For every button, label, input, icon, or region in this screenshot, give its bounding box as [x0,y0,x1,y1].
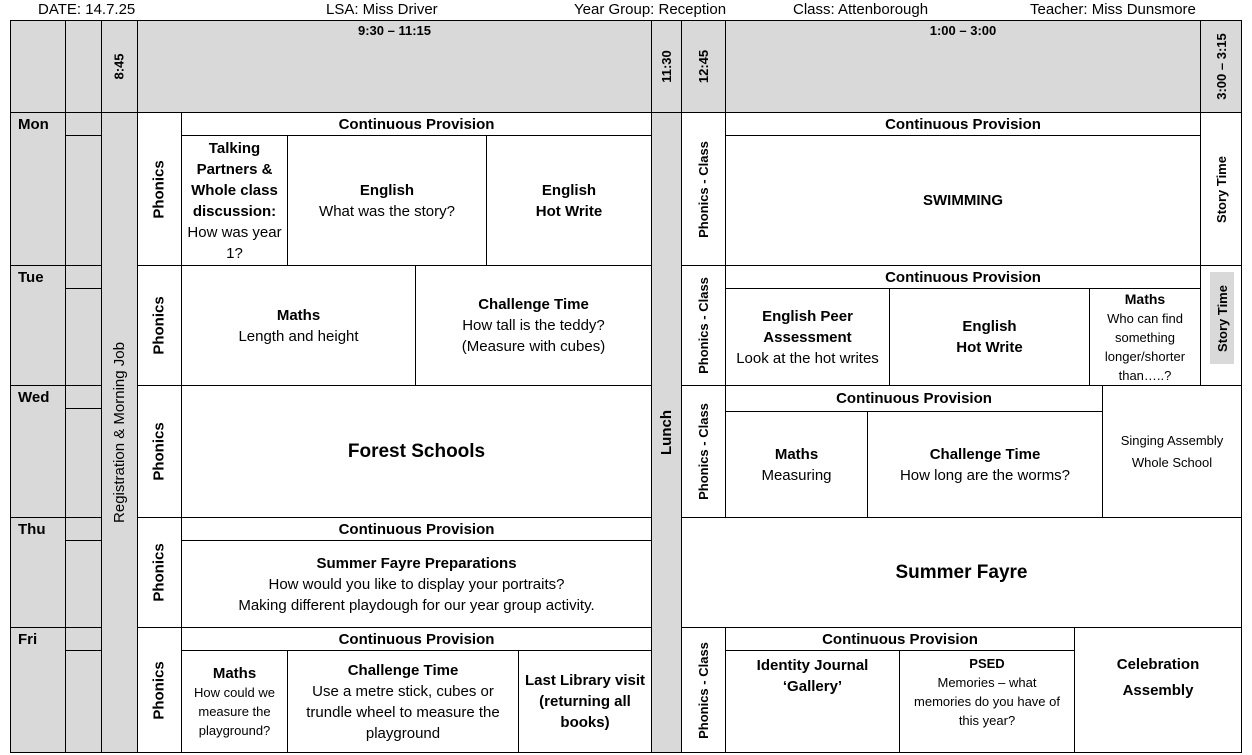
thu-summer-fayre: Summer Fayre [681,517,1242,628]
blank-mon-bottom [65,135,102,266]
mon-swimming: SWIMMING [725,135,1201,266]
tue-challenge-q2: (Measure with cubes) [461,338,606,355]
wed-pm-continuous-provision: Continuous Provision [725,385,1103,412]
class-label: Class: Attenborough [793,1,929,18]
tue-challenge-title: Challenge Time [478,296,589,313]
registration-column [101,112,138,753]
tue-hot-write-sub: Hot Write [956,339,1023,356]
fri-maths [181,650,288,753]
tue-challenge-time [415,265,652,386]
wed-challenge-q: How long are the worms? [899,466,1071,484]
mon-talking-title: Talking Partners & Whole class discussion: [191,139,278,220]
phonics-wed [137,385,182,518]
fri-identity-journal [725,650,900,753]
fri-identity-title: Identity Journal [756,657,869,674]
phonics-class-label: Phonics - Class [696,140,711,238]
tue-pm-maths [1089,288,1201,386]
phonics-class-fri [681,627,726,753]
phonics-label: Phonics [151,660,169,720]
blank-tue-bottom [65,288,102,386]
wed-forest-schools: Forest Schools [181,385,652,518]
fri-pm-continuous-provision: Continuous Provision [725,627,1075,651]
blank-wed-bottom [65,408,102,518]
time-930-cell [137,20,652,113]
tue-english-hot-write [889,288,1090,386]
phonics-label: Phonics [151,422,169,481]
fri-maths-title: Maths [212,664,257,682]
blank-tue-top [65,265,102,289]
mon-hot-write-title: English [541,181,597,199]
time-1245: 12:45 [696,49,711,84]
day-cell-mon [10,112,66,266]
date-label: DATE: 14.7.25 [38,1,136,18]
day-label-thu: Thu [18,521,46,538]
time-100-cell [725,20,1201,113]
thu-fayre-prep-line2: Making different playdough for our year group activity. [238,596,595,614]
wed-singing-assembly [1102,385,1242,518]
tue-challenge-q1: How tall is the teddy? [462,317,605,334]
phonics-label: Phonics [151,296,169,355]
thu-am-continuous-provision: Continuous Provision [181,517,652,541]
mon-talking-question: How was year 1? [187,223,282,262]
fri-identity-sub: ‘Gallery’ [782,678,843,695]
mon-talking-partners [181,135,288,266]
phonics-class-mon [681,112,726,266]
header-blank [65,20,102,113]
time-845-cell [101,20,138,113]
mon-am-continuous-provision: Continuous Provision [181,112,652,136]
mon-hot-write-sub: Hot Write [535,202,603,220]
mon-english [287,135,487,266]
blank-thu-bottom [65,540,102,628]
time-300: 3:00 – 3:15 [1213,33,1229,100]
fri-psed [899,650,1075,753]
time-930: 9:30 – 11:15 [357,23,431,38]
blank-wed-top [65,385,102,409]
tue-peer-sub: Look at the hot writes [736,349,879,367]
phonics-tue [137,265,182,386]
blank-thu-top [65,517,102,541]
time-1130: 11:30 [659,50,675,83]
fri-challenge-title: Challenge Time [347,661,459,679]
fri-psed-title: PSED [969,656,1005,671]
phonics-mon [137,112,182,266]
story-time-label: Story Time [1213,155,1229,223]
fri-am-continuous-provision: Continuous Provision [181,627,652,651]
wed-maths-sub: Measuring [761,466,832,484]
time-100: 1:00 – 3:00 [929,23,997,38]
wed-singing-line2: Whole School [1131,454,1213,470]
tue-maths [181,265,416,386]
lunch-label: Lunch [658,410,675,455]
blank-mon-top [65,112,102,136]
tue-maths-sub: Length and height [238,327,359,345]
year-group-label: Year Group: Reception [574,1,727,18]
mon-english-question: What was the story? [319,202,455,220]
phonics-class-label: Phonics - Class [696,277,711,374]
lsa-label: LSA: Miss Driver [326,1,438,18]
tue-hot-write-title: English [962,318,1017,335]
phonics-class-tue [681,265,726,386]
wed-maths-title: Maths [774,445,819,463]
fri-challenge-sub: Use a metre stick, cubes or trundle wheel to measure the playground [306,682,500,742]
tue-maths-title: Maths [276,306,321,324]
fri-library-visit: Last Library visit (returning all books) [518,650,652,753]
fri-psed-sub: Memories – what memories do you have of this year? [914,675,1060,728]
thu-summer-fayre-prep [181,540,652,628]
thu-fayre-prep-line1: How would you like to display your portraits? [268,575,565,593]
wed-maths [725,411,868,518]
time-1245-cell [681,20,726,113]
fri-celebration-line2: Assembly [1122,682,1194,699]
blank-fri-bottom [65,650,102,753]
phonics-label: Phonics [151,543,169,602]
fri-celebration-line1: Celebration [1116,656,1200,673]
story-time-label: Story Time [1214,284,1230,352]
registration-label: Registration & Morning Job [111,342,128,523]
wed-singing-line1: Singing Assembly [1120,432,1224,448]
wed-challenge-title: Challenge Time [929,445,1041,463]
phonics-class-wed [681,385,726,518]
fri-maths-sub: How could we measure the playground? [194,684,275,738]
story-time-highlight [1210,272,1234,364]
story-time-tue [1200,265,1242,386]
mon-english-hot-write [486,135,652,266]
tue-pm-maths-sub: Who can find something longer/shorter than…..? [1104,310,1186,383]
thu-fayre-prep-title: Summer Fayre Preparations [316,554,517,572]
phonics-label: Phonics [151,159,169,219]
fri-celebration-assembly [1074,627,1242,753]
story-time-mon [1200,112,1242,266]
teacher-label: Teacher: Miss Dunsmore [1030,1,1196,18]
header-corner [10,20,66,113]
phonics-thu [137,517,182,628]
tue-peer-title: English Peer Assessment [762,307,853,346]
tue-pm-continuous-provision: Continuous Provision [725,265,1201,289]
day-label-tue: Tue [18,269,44,286]
time-300-cell [1200,20,1242,113]
fri-challenge-time [287,650,519,753]
mon-english-title: English [359,181,415,199]
phonics-class-label: Phonics - Class [696,641,711,739]
day-label-fri: Fri [18,631,38,648]
wed-challenge-time [867,411,1103,518]
phonics-class-label: Phonics - Class [696,403,711,500]
phonics-fri [137,627,182,753]
mon-pm-continuous-provision: Continuous Provision [725,112,1201,136]
lunch-column [651,112,682,753]
tue-english-peer-assessment [725,288,890,386]
blank-fri-top [65,627,102,651]
time-1130-cell [651,20,682,113]
day-label-wed: Wed [18,389,50,406]
time-845: 8:45 [112,53,127,80]
day-label-mon: Mon [18,116,49,133]
tue-pm-maths-title: Maths [1124,290,1166,307]
